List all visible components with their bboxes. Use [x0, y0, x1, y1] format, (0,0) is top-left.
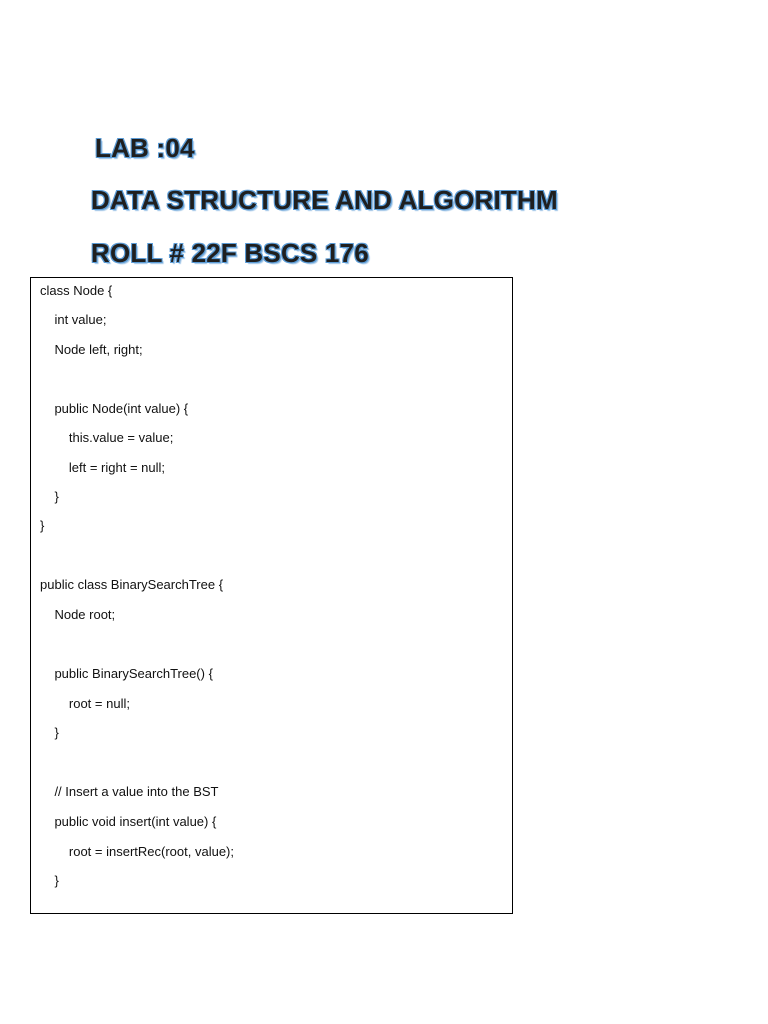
code-line: } [40, 873, 59, 888]
code-line: } [40, 518, 45, 533]
code-line: // Insert a value into the BST [40, 784, 219, 799]
code-line: } [40, 489, 59, 504]
code-line: root = null; [40, 696, 130, 711]
code-listing-box [30, 277, 513, 914]
code-line: public class BinarySearchTree { [40, 577, 224, 592]
code-line: Node root; [40, 607, 116, 622]
roll-number-heading: ROLL # 22F BSCS 176 [91, 238, 369, 268]
code-line: public Node(int value) { [40, 401, 189, 416]
code-line: this.value = value; [40, 430, 174, 445]
code-line: public BinarySearchTree() { [40, 666, 213, 681]
code-line: public void insert(int value) { [40, 814, 217, 829]
subject-heading: DATA STRUCTURE AND ALGORITHM [91, 185, 558, 215]
code-line: class Node { [40, 283, 113, 298]
code-line: root = insertRec(root, value); [40, 844, 234, 859]
code-line: left = right = null; [40, 460, 166, 475]
code-line: Node left, right; [40, 342, 143, 357]
code-line: int value; [40, 312, 107, 327]
lab-number-heading: LAB :04 [95, 133, 195, 163]
code-line: } [40, 725, 59, 740]
